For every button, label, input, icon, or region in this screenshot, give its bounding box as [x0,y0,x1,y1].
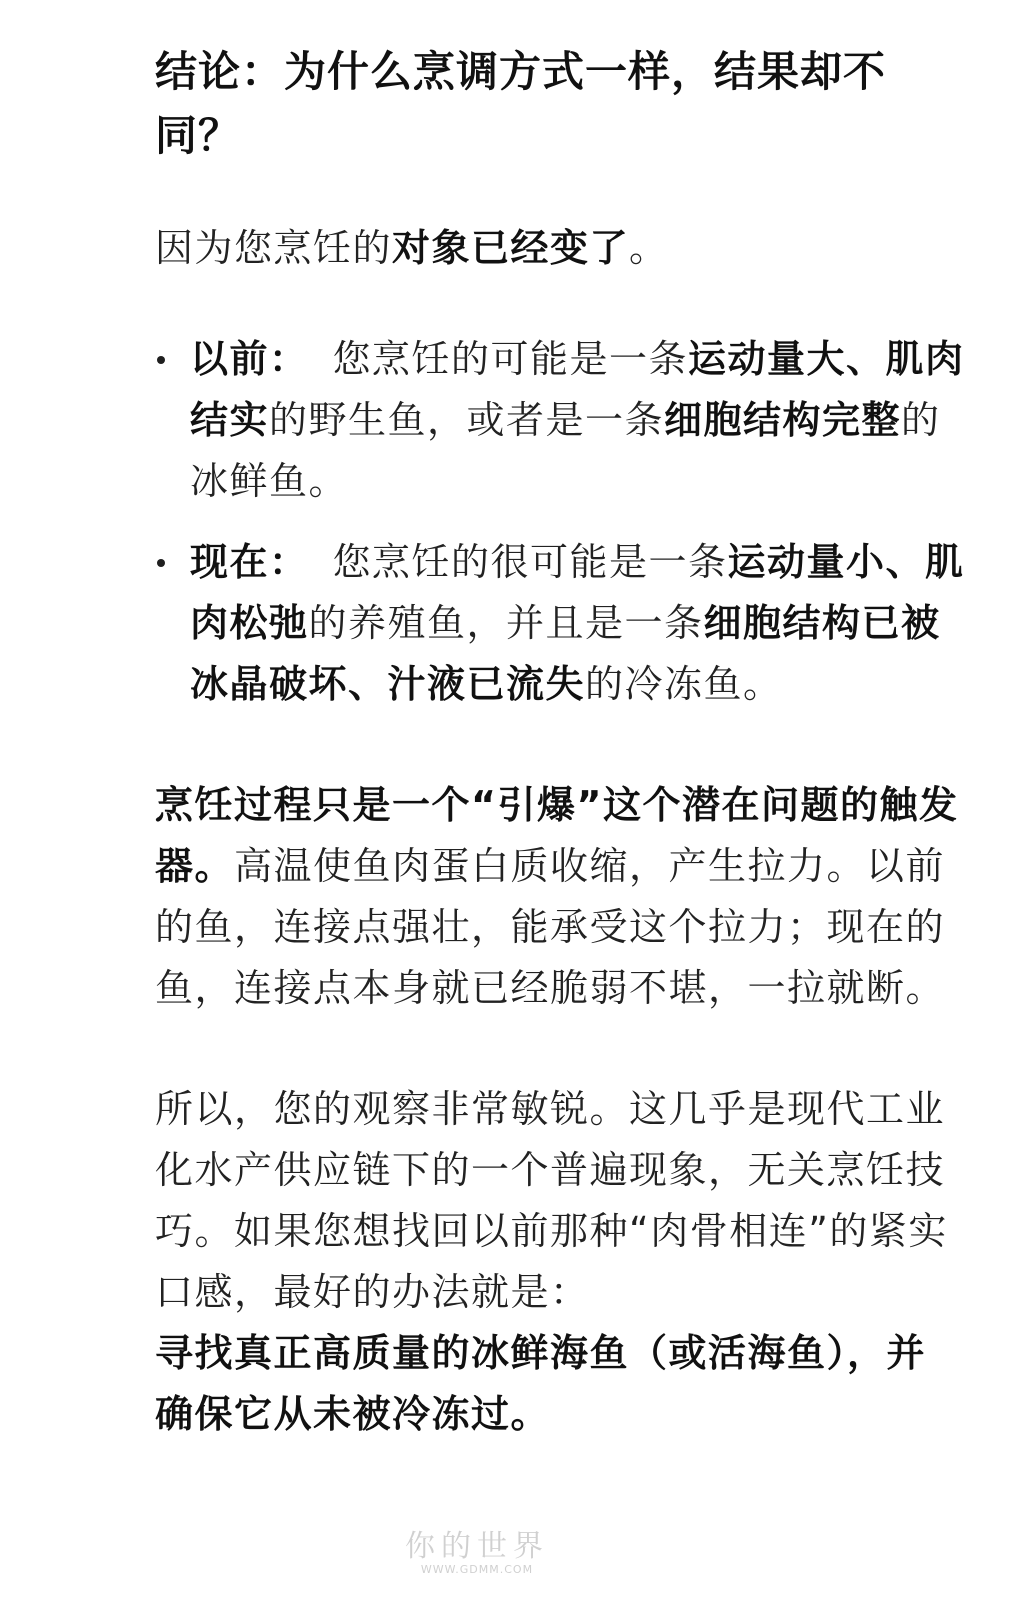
list-item-before [155,329,965,512]
bullet-text: 您烹饪的很可能是一条 [332,540,728,584]
bullet-emphasis: 运动量小、肌肉松弛 [190,540,965,645]
summary-paragraph [155,1079,965,1445]
trigger-paragraph [155,775,965,1019]
summary-text: 所以，您的观察非常敏锐。这几乎是现代工业化水产供应链下的一个普遍现象，无关烹饪技巧。如果您想找回以前那种“肉骨相连”的紧实口感，最好的办法就是： [155,1087,948,1314]
intro-period: 。 [629,226,669,270]
bullet-emphasis: 细胞结构完整 [664,398,902,442]
bullet-text: 的养殖鱼，并且是一条 [308,601,704,645]
bullet-text: 的野生鱼，或者是一条 [269,398,665,442]
watermark-main: 你的世界 [405,1529,549,1564]
bullet-text: 的冰鲜鱼。 [190,398,941,503]
trigger-text: 高温使鱼肉蛋白质收缩，产生拉力。以前的鱼，连接点强壮，能承受这个拉力；现在的鱼，连接点本身就已经脆弱不堪，一拉就断。 [155,844,946,1010]
bullet-text: 的冷冻鱼。 [585,662,783,706]
article-body [155,40,965,1445]
intro-emphasis: 对象已经变了 [392,226,630,270]
bullet-emphasis: 细胞结构已被冰晶破坏、汁液已流失 [190,601,941,706]
intro-paragraph [155,218,965,279]
intro-text: 因为您烹饪的 [155,226,393,270]
trigger-emphasis: 烹饪过程只是一个“引爆”这个潜在问题的触发器。 [155,783,959,888]
list-item-now [155,532,965,715]
conclusion-heading: 结论：为什么烹调方式一样，结果却不同？ [155,47,887,160]
bullet-dot-icon [157,559,165,567]
site-watermark [405,1530,549,1576]
bullet-lead-now: 现在： [190,540,309,584]
bullet-dot-icon [157,356,165,364]
bullet-text: 您烹饪的可能是一条 [332,337,689,381]
watermark-sub: WWW.GDMM.COM [420,1563,534,1576]
bullet-emphasis: 运动量大、肌肉结实 [190,337,965,442]
recommendation-text: 寻找真正高质量的冰鲜海鱼（或活海鱼），并确保它从未被冷冻过。 [155,1331,927,1436]
comparison-list [155,329,965,715]
bullet-lead-before: 以前： [190,337,309,381]
